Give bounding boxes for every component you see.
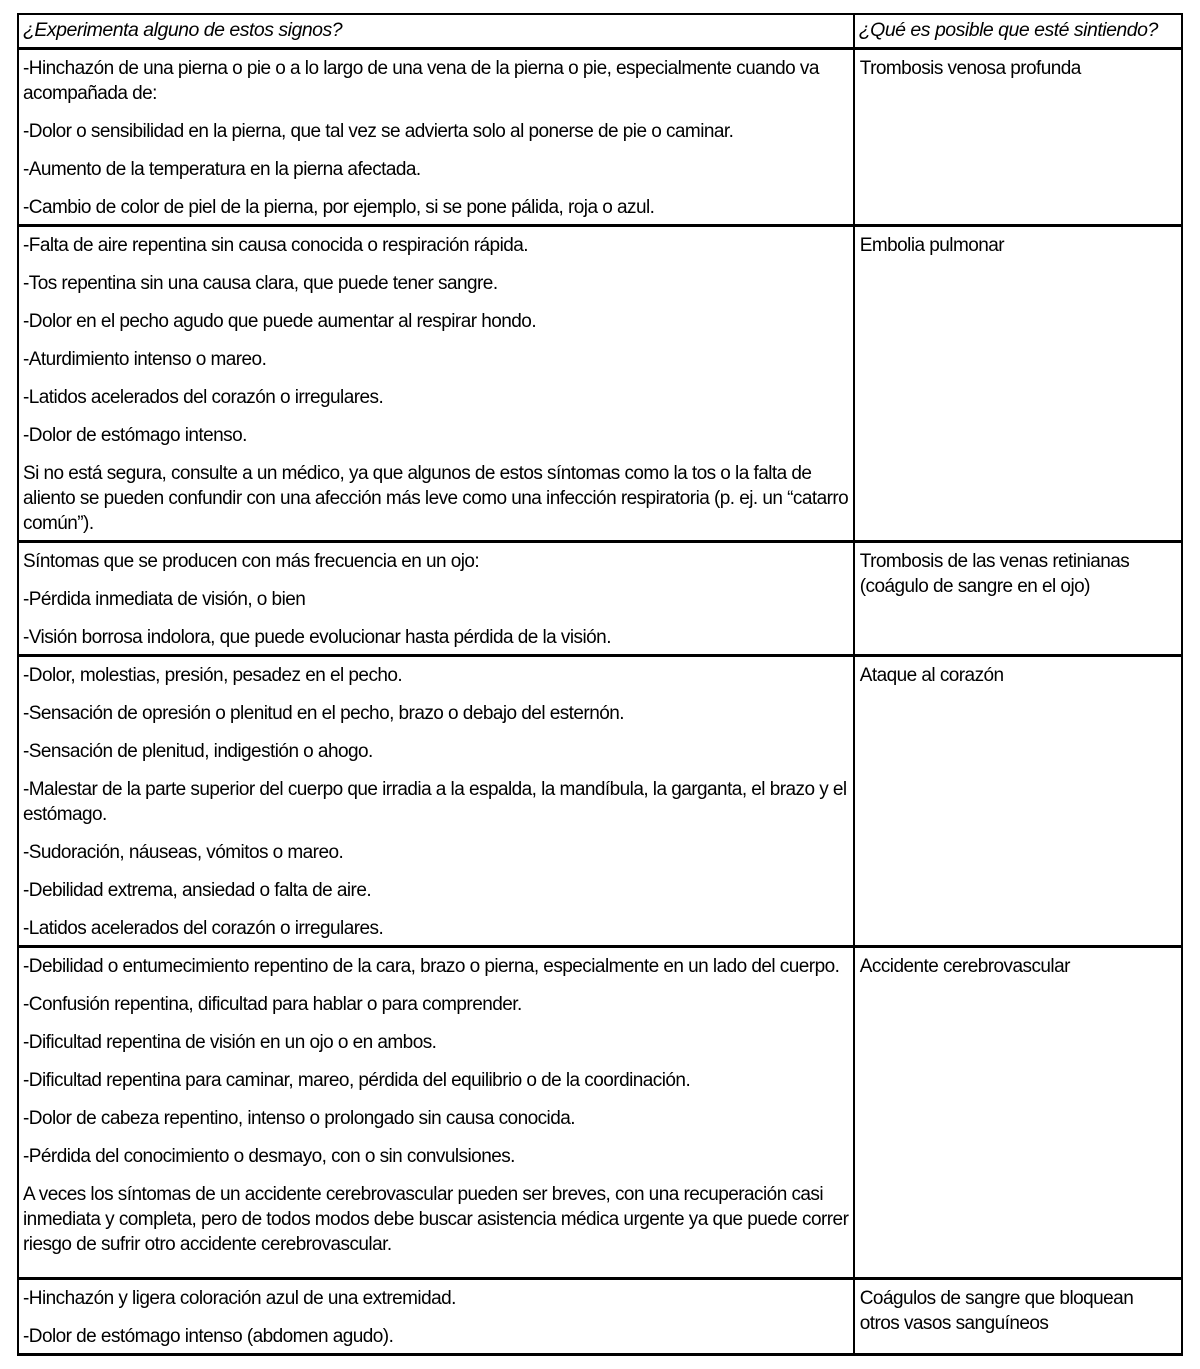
symptoms-cell: [18, 655, 854, 946]
condition-cell: Trombosis de las venas retinianas (coágulo de sangre en el ojo): [854, 541, 1182, 655]
condition-cell: Trombosis venosa profunda: [854, 48, 1182, 225]
symptom-paragraph: Si no está segura, consulte a un médico, ya que algunos de estos síntomas como la tos o la falta de aliento se pueden confundir con una afección más leve como una infección respiratoria (p. ej. un “catarro común”).: [23, 462, 849, 534]
header-row: [18, 14, 1182, 48]
symptom-paragraph: -Latidos acelerados del corazón o irregulares.: [23, 917, 384, 939]
symptom-paragraph: -Cambio de color de piel de la pierna, por ejemplo, si se pone pálida, roja o azul.: [23, 196, 655, 218]
table-row: [18, 48, 1182, 225]
symptoms-cell: [18, 541, 854, 655]
condition-cell: Embolia pulmonar: [854, 225, 1182, 541]
symptom-paragraph: -Dolor en el pecho agudo que puede aumentar al respirar hondo.: [23, 310, 537, 332]
symptom-paragraph: -Tos repentina sin una causa clara, que puede tener sangre.: [23, 272, 498, 294]
table-row: [18, 225, 1182, 541]
symptom-paragraph: -Dolor de estómago intenso (abdomen agudo).: [23, 1325, 394, 1347]
symptom-paragraph: -Confusión repentina, dificultad para hablar o para comprender.: [23, 993, 522, 1015]
condition-cell: Coágulos de sangre que bloquean otros vasos sanguíneos: [854, 1278, 1182, 1354]
symptom-paragraph: -Hinchazón de una pierna o pie o a lo largo de una vena de la pierna o pie, especialmente cuando va acompañada de:: [23, 57, 819, 104]
symptoms-cell: [18, 48, 854, 225]
symptom-paragraph: -Falta de aire repentina sin causa conocida o respiración rápida.: [23, 234, 529, 256]
condition-cell: Ataque al corazón: [854, 655, 1182, 946]
symptoms-cell: [18, 225, 854, 541]
symptoms-cell: [18, 1278, 854, 1354]
header-condition-question: ¿Qué es posible que esté sintiendo?: [854, 14, 1182, 48]
symptom-paragraph: -Dificultad repentina de visión en un ojo o en ambos.: [23, 1031, 437, 1053]
symptom-paragraph: -Dolor, molestias, presión, pesadez en el pecho.: [23, 664, 403, 686]
table-row: [18, 541, 1182, 655]
symptom-paragraph: -Malestar de la parte superior del cuerpo que irradia a la espalda, la mandíbula, la garganta, el brazo y el estómago.: [23, 778, 847, 825]
symptom-paragraph: -Dolor o sensibilidad en la pierna, que tal vez se advierta solo al ponerse de pie o caminar.: [23, 120, 734, 142]
symptom-paragraph: -Aumento de la temperatura en la pierna afectada.: [23, 158, 421, 180]
symptom-paragraph: -Pérdida inmediata de visión, o bien: [23, 588, 306, 610]
symptom-paragraph: -Dolor de cabeza repentino, intenso o prolongado sin causa conocida.: [23, 1107, 575, 1129]
symptom-paragraph: -Pérdida del conocimiento o desmayo, con o sin convulsiones.: [23, 1145, 515, 1167]
symptom-paragraph: -Hinchazón y ligera coloración azul de una extremidad.: [23, 1287, 456, 1309]
symptoms-conditions-table: [17, 13, 1183, 1356]
table-row: [18, 1278, 1182, 1354]
symptom-paragraph: -Sudoración, náuseas, vómitos o mareo.: [23, 841, 344, 863]
table-body: [18, 48, 1182, 1354]
symptoms-cell: [18, 946, 854, 1278]
symptom-paragraph: -Latidos acelerados del corazón o irregulares.: [23, 386, 384, 408]
symptom-paragraph: -Sensación de opresión o plenitud en el pecho, brazo o debajo del esternón.: [23, 702, 624, 724]
symptom-paragraph: -Dificultad repentina para caminar, mareo, pérdida del equilibrio o de la coordinación.: [23, 1069, 691, 1091]
symptom-paragraph: A veces los síntomas de un accidente cerebrovascular pueden ser breves, con una recuperación casi inmediata y completa, pero de todos modos debe buscar asistencia médica urgente ya que puede correr riesgo de sufrir otro accidente cerebrovascular.: [23, 1183, 849, 1255]
condition-cell: Accidente cerebrovascular: [854, 946, 1182, 1278]
header-symptoms-question: ¿Experimenta alguno de estos signos?: [18, 14, 854, 48]
symptom-paragraph: -Visión borrosa indolora, que puede evolucionar hasta pérdida de la visión.: [23, 626, 611, 648]
symptom-paragraph: -Dolor de estómago intenso.: [23, 424, 247, 446]
symptom-paragraph: Síntomas que se producen con más frecuencia en un ojo:: [23, 550, 480, 572]
table-row: [18, 655, 1182, 946]
table-row: [18, 946, 1182, 1278]
symptom-paragraph: -Sensación de plenitud, indigestión o ahogo.: [23, 740, 373, 762]
symptom-paragraph: -Debilidad o entumecimiento repentino de la cara, brazo o pierna, especialmente en un lado del cuerpo.: [23, 955, 840, 977]
symptom-paragraph: -Aturdimiento intenso o mareo.: [23, 348, 267, 370]
symptom-paragraph: -Debilidad extrema, ansiedad o falta de aire.: [23, 879, 372, 901]
